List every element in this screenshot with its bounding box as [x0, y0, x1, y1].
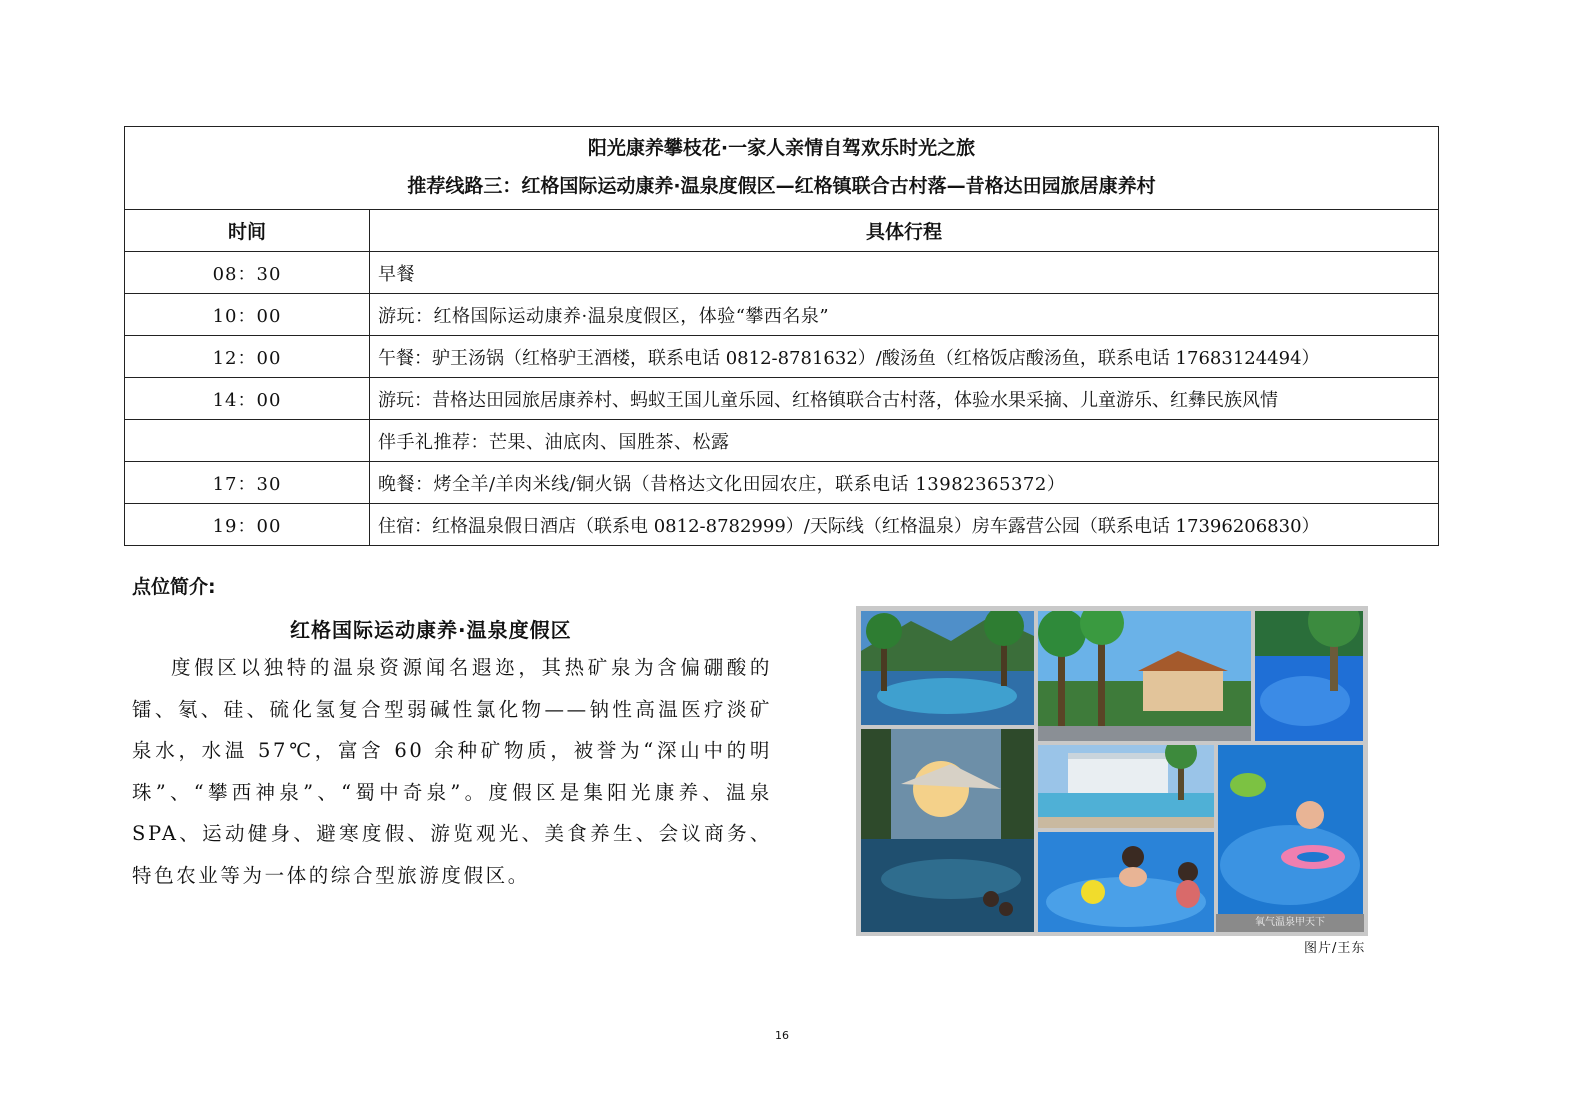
- row-time: 14：00: [125, 378, 370, 420]
- table-row: [125, 420, 1439, 462]
- resort-title: 红格国际运动康养·温泉度假区: [290, 618, 572, 642]
- row-detail: 午餐：驴王汤锅（红格驴王酒楼，联系电话 0812-8781632）/酸汤鱼（红格饭店酸汤鱼，联系电话 17683124494）: [370, 336, 1439, 378]
- table-row: [125, 504, 1439, 546]
- itinerary-table: [124, 126, 1439, 546]
- page-number: 16: [775, 1029, 789, 1042]
- row-detail: 住宿：红格温泉假日酒店（联系电 0812-8782999）/天际线（红格温泉）房车露营公园（联系电话 17396206830）: [370, 504, 1439, 546]
- itinerary-subtitle: 推荐线路三：红格国际运动康养·温泉度假区—红格镇联合古村落—昔格达田园旅居康养村: [407, 175, 1156, 197]
- photo-mountain-pool: [861, 611, 1034, 725]
- column-header-time: 时间: [125, 210, 370, 252]
- table-row: [125, 462, 1439, 504]
- row-detail: 游玩：昔格达田园旅居康养村、蚂蚁王国儿童乐园、红格镇联合古村落，体验水果采摘、儿童游乐、红彝民族风情: [370, 378, 1439, 420]
- photo-family-swimming: [1038, 832, 1214, 932]
- row-time: 19：00: [125, 504, 370, 546]
- row-detail: 晚餐：烤全羊/羊肉米线/铜火锅（昔格达文化田园农庄，联系电话 13982365372）: [370, 462, 1439, 504]
- itinerary-title: 阳光康养攀枝花·一家人亲情自驾欢乐时光之旅: [587, 137, 976, 159]
- photo-collage: [856, 606, 1368, 936]
- resort-description: 度假区以独特的温泉资源闻名遐迩，其热矿泉为含偏硼酸的镭、氡、硅、硫化氢复合型弱碱性氯化物——钠性高温医疗淡矿泉水，水温 57℃，富含 60 余种矿物质，被誉为“深山中的明珠”、“攀西神泉”、“蜀中奇泉”。度假区是集阳光康养、温泉 SPA、运动健身、避寒度假、游览观光、美食养生、会议商务、特色农业等为一体的综合型旅游度假区。: [132, 656, 772, 887]
- photo-credit: 图片/王东: [1304, 941, 1366, 956]
- section-label: 点位简介:: [132, 576, 216, 598]
- table-row: [125, 252, 1439, 294]
- table-row: [125, 378, 1439, 420]
- row-detail: 游玩：红格国际运动康养·温泉度假区，体验“攀西名泉”: [370, 294, 1439, 336]
- photo-child-swim-ring: [1218, 745, 1363, 914]
- row-time: 17：30: [125, 462, 370, 504]
- photo-blue-pool: [1255, 611, 1363, 741]
- table-row: [125, 336, 1439, 378]
- row-detail: 伴手礼推荐：芒果、油底肉、国胜茶、松露: [370, 420, 1439, 462]
- photo-caption: 氧气温泉甲天下: [1216, 914, 1364, 932]
- photo-hotel-palms: [1038, 611, 1251, 741]
- itinerary-header: [125, 127, 1439, 210]
- row-time: 12：00: [125, 336, 370, 378]
- row-detail: 早餐: [370, 252, 1439, 294]
- row-time: 10：00: [125, 294, 370, 336]
- photo-pool-building: [1038, 745, 1214, 828]
- row-time: [125, 420, 370, 462]
- column-header-detail: 具体行程: [370, 210, 1439, 252]
- table-row: [125, 294, 1439, 336]
- row-time: 08：30: [125, 252, 370, 294]
- photo-evening-pool: [861, 729, 1034, 932]
